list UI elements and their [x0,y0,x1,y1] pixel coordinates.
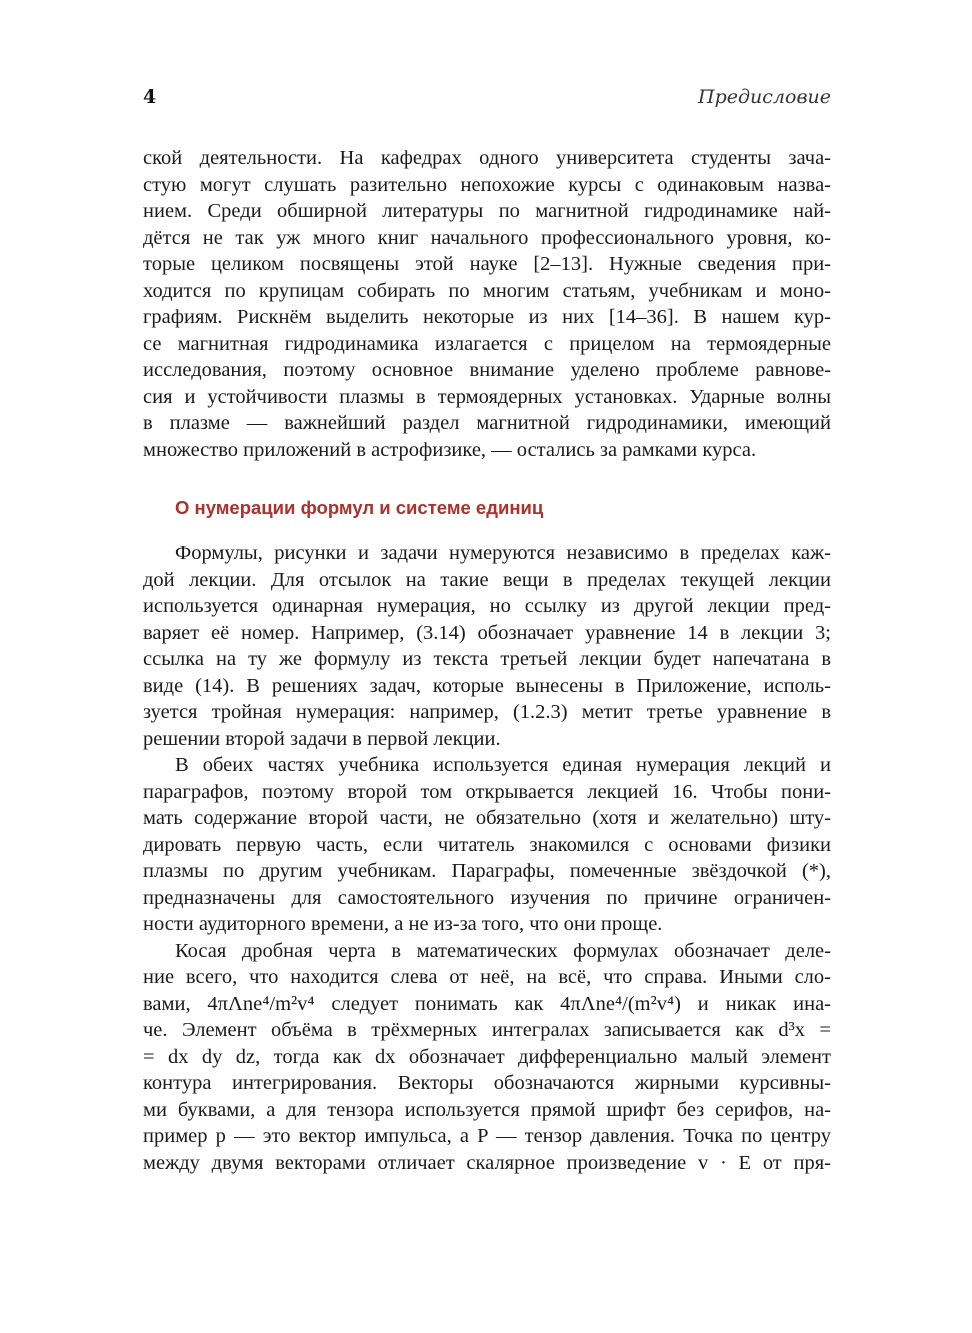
text-line: нием. Среди обширной литературы по магнитной гидродинамике най- [143,200,831,222]
page-header [143,86,831,114]
text-line: Косая дробная черта в математических формулах обозначает деле- [175,939,831,962]
text-line: дировать первую часть, если читатель знакомился с основами физики [143,833,831,856]
text-line: используется одинарная нумерация, но ссылку из другой лекции пред- [143,595,831,617]
text-line: че. Элемент объёма в трёхмерных интегралах записывается как d³x = [143,1019,831,1041]
text-line: исследования, поэтому основное внимание уделено проблеме равнове- [143,359,831,381]
text-line: се магнитная гидродинамика излагается с прицелом на термоядерные [143,332,831,355]
text-line: в плазме — важнейший раздел магнитной гидродинамики, имеющий [143,412,831,434]
page-number: 4 [143,86,157,108]
text-line: ской деятельности. На кафедрах одного университета студенты зача- [143,147,831,169]
section-heading: О нумерации формул и системе единиц [175,497,544,518]
section2-body [143,540,831,1176]
text-line: сия и устойчивости плазмы в термоядерных установках. Ударные волны [143,385,831,408]
text-line: дой лекции. Для отсылок на такие вещи в пределах текущей лекции [143,568,831,591]
text-line: ми буквами, а для тензора используется прямой шрифт без серифов, на- [143,1098,831,1121]
section1-body [143,145,831,463]
text-line: предназначены для самостоятельного изучения по причине ограничен- [143,886,831,909]
text-line: плазмы по другим учебникам. Параграфы, помеченные звёздочкой (*), [143,860,831,882]
text-line: Формулы, рисунки и задачи нумеруются независимо в пределах каж- [175,542,831,564]
text-line: = dx dy dz, тогда как dx обозначает дифференциально малый элемент [143,1045,831,1068]
text-line: зуется тройная нумерация: например, (1.2.3) метит третье уравнение в [143,701,831,723]
text-line: пример p — это вектор импульса, а P — тензор давления. Точка по центру [143,1125,831,1147]
text-line: контура интегрирования. Векторы обозначаются жирными курсивны- [143,1072,831,1094]
text-line: виде (14). В решениях задач, которые вынесены в Приложение, исполь- [143,674,831,697]
text-line: графиям. Рискнём выделить некоторые из них [14–36]. В нашем кур- [143,306,831,328]
text-line: решении второй задачи в первой лекции. [143,727,501,750]
text-line: стую могут слушать разительно непохожие курсы с одинаковым назва- [143,173,831,196]
text-line: торые целиком посвящены этой науке [2–13]. Нужные сведения при- [143,253,831,275]
text-line: параграфов, поэтому второй том открывается лекцией 16. Чтобы пони- [143,780,831,803]
text-line: варяет её номер. Например, (3.14) обозначает уравнение 14 в лекции 3; [143,621,831,644]
text-line: вами, 4πΛne⁴/m²v⁴ следует понимать как 4πΛne⁴/(m²v⁴) и никак ина- [143,992,831,1015]
text-line: между двумя векторами отличает скалярное произведение v · E от пря- [143,1151,831,1174]
text-line: ссылка на ту же формулу из текста третьей лекции будет напечатана в [143,648,831,670]
text-line: ходится по крупицам собирать по многим статьям, учебникам и моно- [143,279,831,302]
text-line: ности аудиторного времени, а не из-за того, что они проще. [143,913,663,935]
text-line: В обеих частях учебника используется единая нумерация лекций и [175,754,831,776]
text-line: мать содержание второй части, не обязательно (хотя и желательно) шту- [143,807,831,829]
text-line: ние всего, что находится слева от неё, на всё, что справа. Иными сло- [143,966,831,988]
text-line: множество приложений в астрофизике, — остались за рамками курса. [143,438,757,461]
running-title: Предисловие [698,86,831,108]
text-line: дётся не так уж много книг начального профессионального уровня, ко- [143,226,831,249]
